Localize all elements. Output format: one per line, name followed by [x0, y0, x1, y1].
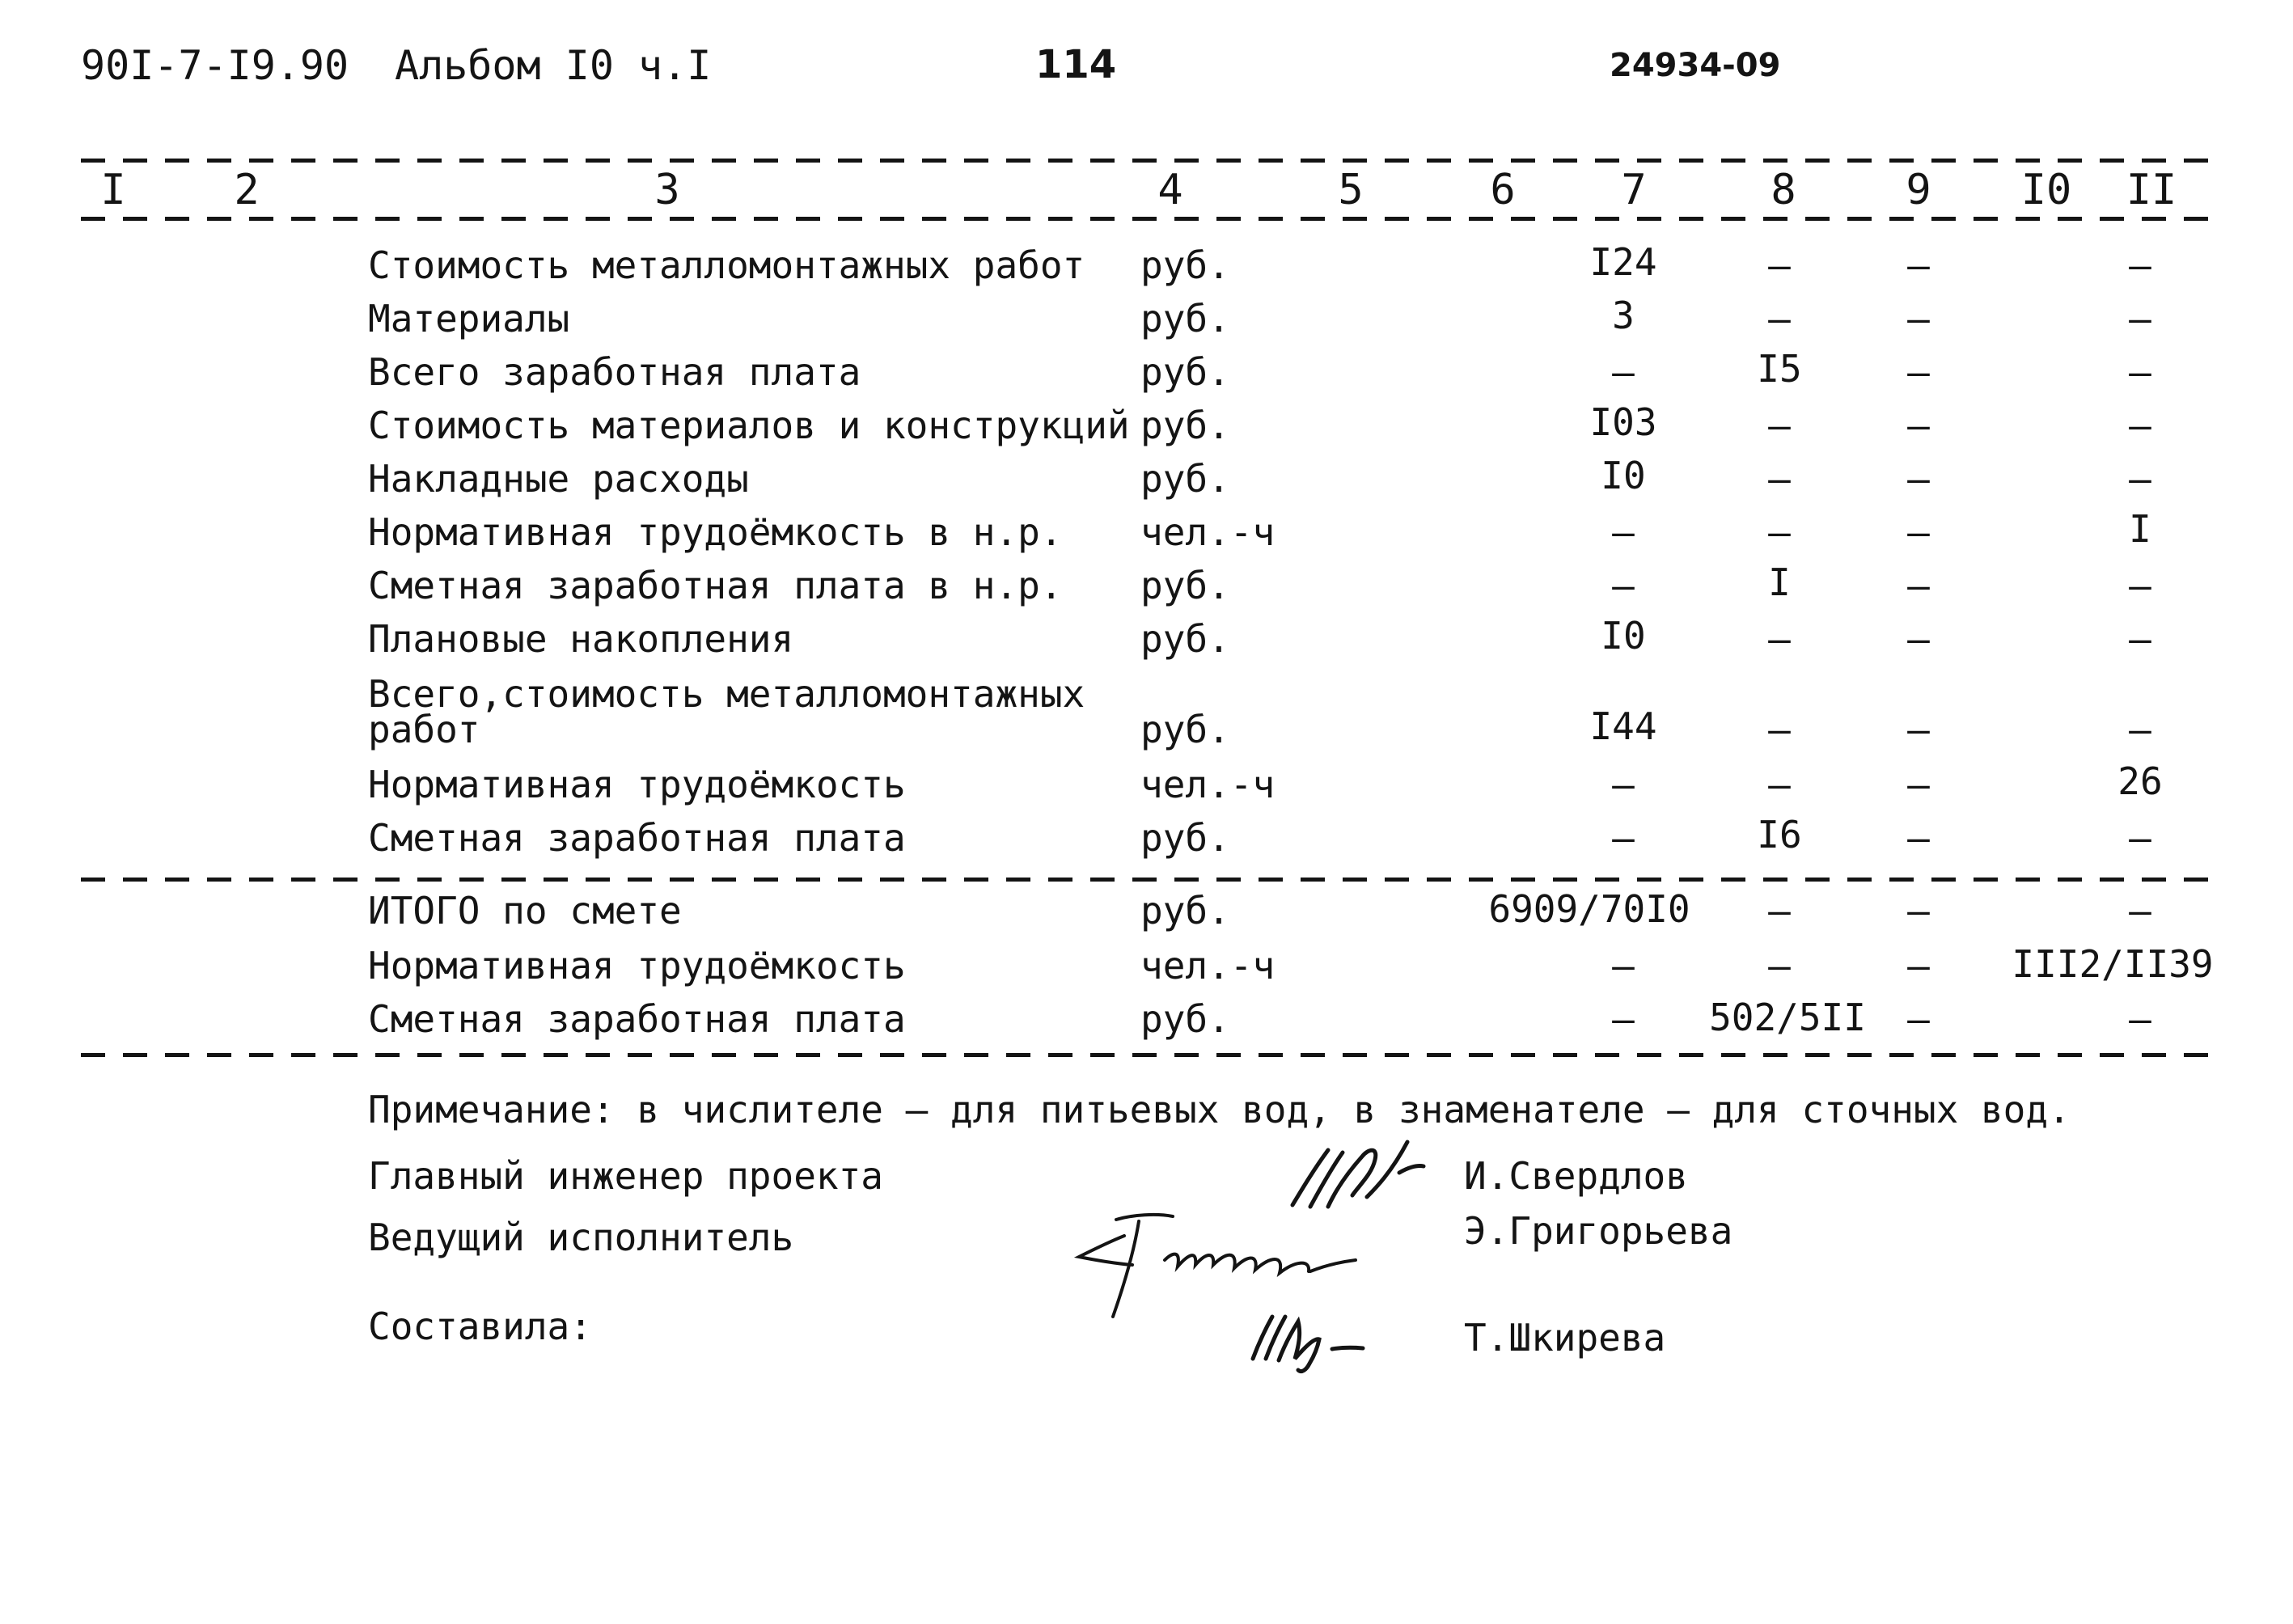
row-value-col7: 3 [1612, 294, 1635, 337]
row-unit: руб. [1140, 617, 1230, 661]
total-value-col9: – [1907, 944, 1930, 988]
row-value-col9: – [1907, 457, 1930, 501]
row-unit: руб. [1140, 816, 1230, 860]
table-bottom-rule [81, 1053, 2216, 1057]
row-value-col7: I0 [1601, 454, 1646, 497]
row-value-col8: – [1768, 708, 1791, 751]
row-unit: руб. [1140, 297, 1230, 340]
page-number: 114 [1035, 42, 1117, 87]
column-number: 2 [234, 166, 260, 214]
row-value-col7: – [1612, 816, 1635, 860]
handwritten-signature-3 [1242, 1302, 1379, 1375]
row-value-col7: I0 [1601, 614, 1646, 658]
row-value-col9: – [1907, 404, 1930, 447]
column-number: I0 [2020, 166, 2072, 214]
header-bottom-rule [81, 217, 2216, 221]
total-value-col8: – [1768, 944, 1791, 988]
album-label: Альбом I0 ч.I [395, 42, 712, 89]
column-number: 4 [1157, 166, 1183, 214]
signature-name: И.Свердлов [1464, 1154, 1688, 1198]
row-value-col8: – [1768, 457, 1791, 501]
total-unit: руб. [1140, 889, 1230, 933]
row-value-col8: I5 [1757, 347, 1802, 391]
row-unit: руб. [1140, 243, 1230, 287]
signature-name: Э.Григорьева [1464, 1209, 1733, 1253]
row-unit: руб. [1140, 404, 1230, 447]
row-value-col11: – [2129, 243, 2151, 287]
total-value-col11: – [2129, 997, 2151, 1041]
column-number: 9 [1906, 166, 1931, 214]
row-value-col9: – [1907, 763, 1930, 806]
row-value-col8: – [1768, 243, 1791, 287]
row-value-col7: – [1612, 510, 1635, 554]
table-top-rule [81, 159, 2216, 163]
row-value-col7: – [1612, 763, 1635, 806]
signature-role: Главный инженер проекта [368, 1154, 883, 1198]
row-name: Стоимость металломонтажных работ [368, 243, 1085, 287]
row-value-col11: 26 [2117, 759, 2163, 803]
row-value-col8: – [1768, 617, 1791, 661]
total-name: Нормативная трудоёмкость [368, 944, 906, 988]
row-value-col7: I44 [1589, 704, 1657, 748]
total-name: ИТОГО по смете [368, 889, 682, 933]
column-number: 8 [1771, 166, 1796, 214]
row-unit: руб. [1140, 350, 1230, 394]
row-name: Нормативная трудоёмкость [368, 763, 906, 806]
row-value-col11: – [2129, 350, 2151, 394]
row-value-col7: I24 [1589, 240, 1657, 284]
row-value-col11: – [2129, 457, 2151, 501]
column-number: 7 [1621, 166, 1647, 214]
document-code: 90I-7-I9.90 [81, 42, 349, 89]
row-name: Материалы [368, 297, 570, 340]
row-unit: руб. [1140, 564, 1230, 607]
total-unit: чел.-ч [1140, 944, 1276, 988]
row-unit: руб. [1140, 457, 1230, 501]
row-value-col11: – [2129, 404, 2151, 447]
column-number: 5 [1338, 166, 1364, 214]
total-value-col9: – [1907, 997, 1930, 1041]
signature-name: Т.Шкирева [1464, 1316, 1666, 1360]
column-number: II [2126, 166, 2177, 214]
row-value-col8: I [1768, 560, 1791, 604]
row-value-col8: I6 [1757, 813, 1802, 856]
row-value-col8: – [1768, 510, 1791, 554]
row-name-line2: работ [368, 708, 480, 751]
row-name: Всего заработная плата [368, 350, 861, 394]
footnote: Примечание: в числителе – для питьевых вод, в знаменателе – для сточных вод. [368, 1088, 2071, 1131]
row-value-col9: – [1907, 297, 1930, 340]
row-value-col11: I [2129, 507, 2151, 551]
total-value-col8: 502/5II [1709, 996, 1866, 1039]
row-value-col11: – [2129, 297, 2151, 340]
row-name: Накладные расходы [368, 457, 749, 501]
row-name-line1: Всего,стоимость металломонтажных [368, 672, 1085, 716]
archive-number: 24934-09 [1610, 47, 1781, 84]
total-value-col7: – [1612, 944, 1635, 988]
total-name: Сметная заработная плата [368, 997, 906, 1041]
signature-role: Составила: [368, 1305, 592, 1348]
row-value-col9: – [1907, 564, 1930, 607]
totals-top-rule [81, 878, 2216, 882]
total-value-col11: III2/II39 [2012, 942, 2214, 986]
row-value-col9: – [1907, 816, 1930, 860]
row-value-col9: – [1907, 510, 1930, 554]
total-value-col7: – [1612, 997, 1635, 1041]
total-value-col9: – [1907, 889, 1930, 933]
total-value-col8: – [1768, 889, 1791, 933]
signature-role: Ведущий исполнитель [368, 1216, 794, 1259]
row-value-col9: – [1907, 350, 1930, 394]
row-unit: чел.-ч [1140, 763, 1276, 806]
total-unit: руб. [1140, 997, 1230, 1041]
row-value-col8: – [1768, 297, 1791, 340]
row-value-col7: – [1612, 564, 1635, 607]
total-value-col11: – [2129, 889, 2151, 933]
row-value-col7: I03 [1589, 400, 1657, 444]
total-value-col7: 6909/70I0 [1488, 887, 1690, 931]
row-name: Нормативная трудоёмкость в н.р. [368, 510, 1063, 554]
column-number: 3 [654, 166, 680, 214]
column-number: 6 [1490, 166, 1516, 214]
row-name: Стоимость материалов и конструкций [368, 404, 1130, 447]
row-value-col11: – [2129, 816, 2151, 860]
row-value-col8: – [1768, 404, 1791, 447]
row-value-col9: – [1907, 243, 1930, 287]
row-name: Сметная заработная плата [368, 816, 906, 860]
row-value-col8: – [1768, 763, 1791, 806]
row-value-col9: – [1907, 708, 1930, 751]
row-value-col9: – [1907, 617, 1930, 661]
row-unit: руб. [1140, 708, 1230, 751]
row-value-col7: – [1612, 350, 1635, 394]
column-number: I [100, 166, 126, 214]
row-unit: чел.-ч [1140, 510, 1276, 554]
row-value-col11: – [2129, 617, 2151, 661]
row-value-col11: – [2129, 708, 2151, 751]
row-name: Плановые накопления [368, 617, 794, 661]
row-value-col11: – [2129, 564, 2151, 607]
row-name: Сметная заработная плата в н.р. [368, 564, 1063, 607]
